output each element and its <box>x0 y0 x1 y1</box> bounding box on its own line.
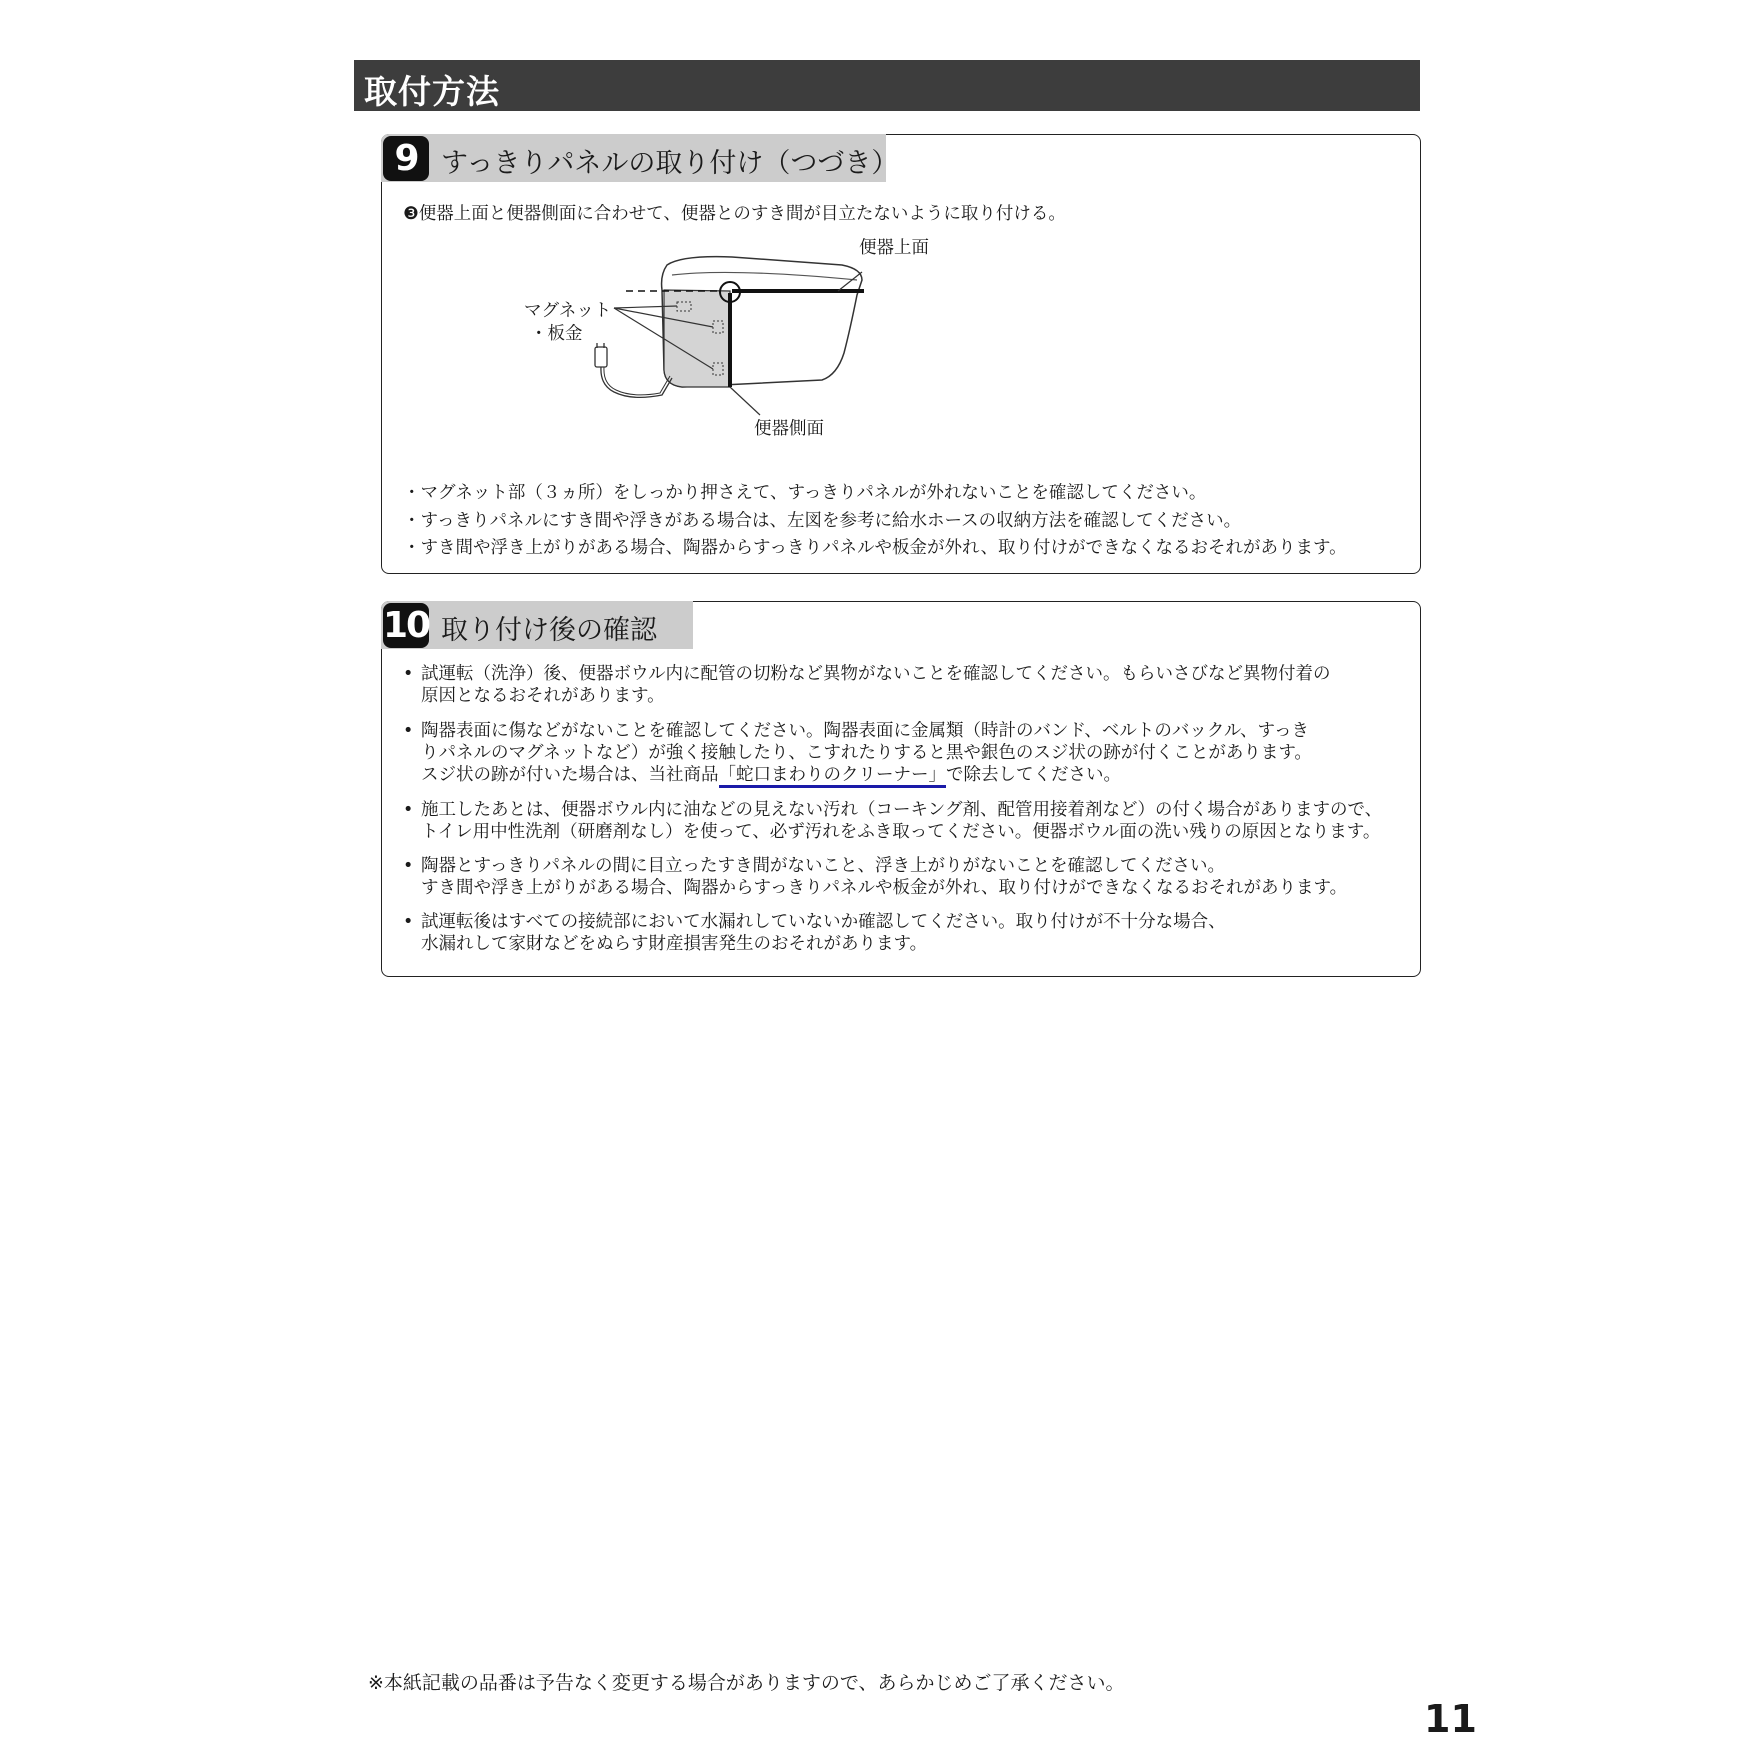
side-panel-shape <box>664 290 730 387</box>
step-10-bullet-3 <box>403 799 1403 843</box>
label-sheet-metal: ・板金 <box>530 324 583 344</box>
page-footnote: ※本紙記載の品番は予告なく変更する場合がありますので、あらかじめご了承ください。 <box>368 1672 1125 1694</box>
side-surface-leader <box>730 387 760 415</box>
step-10-tab <box>381 601 693 649</box>
step-9-title: すっきりパネルの取り付け（つづき） <box>441 148 899 179</box>
bullet-text: スジ状の跡が付いた場合は、当社商品 <box>421 765 719 785</box>
bullet-line: りパネルのマグネットなど）が強く接触したり、こすれたりすると黒や銀色のスジ状の跡が付くことがあります。 <box>421 743 1312 763</box>
bullet-mark: • <box>403 912 414 932</box>
step-10-bullet-1 <box>403 663 1403 707</box>
step-10-bullet-5 <box>403 911 1403 955</box>
page-header-bar <box>354 60 1420 111</box>
bullet-line: 試運転後はすべての接続部において水漏れしていないか確認してください。取り付けが不十分な場合、 <box>421 912 1226 932</box>
bullet-line: 施工したあとは、便器ボウル内に油などの見えない汚れ（コーキング剤、配管用接着剤など）の付く場合がありますので、 <box>421 800 1383 820</box>
bullet-line-with-link <box>403 764 1403 786</box>
step-10-number: 10 <box>383 605 430 646</box>
step-9-bullet-1: ・マグネット部（３ヵ所）をしっかり押さえて、すっきりパネルが外れないことを確認してください。 <box>403 483 1207 503</box>
label-magnet: マグネット <box>524 301 612 321</box>
cleaner-product-link[interactable]: 「蛇口まわりのクリーナー」 <box>719 765 947 788</box>
bullet-line: 原因となるおそれがあります。 <box>421 686 665 706</box>
step-9-bullet-3: ・すき間や浮き上がりがある場合、陶器からすっきりパネルや板金が外れ、取り付けができなくなるおそれがあります。 <box>403 538 1347 558</box>
bullet-line: 陶器表面に傷などがないことを確認してください。陶器表面に金属類（時計のバンド、ベルトのバックル、すっき <box>421 721 1309 741</box>
step-9-bullet-2: ・すっきりパネルにすき間や浮きがある場合は、左図を参考に給水ホースの収納方法を確認してください。 <box>403 511 1242 531</box>
power-cord-inner <box>604 367 670 395</box>
toilet-panel-diagram <box>524 235 1052 465</box>
bullet-line: 試運転（洗浄）後、便器ボウル内に配管の切粉など異物がないことを確認してください。もらいさびなど異物付着の <box>421 664 1331 684</box>
bullet-mark: • <box>403 856 414 876</box>
page-number: 11 <box>1424 1697 1477 1741</box>
label-top-surface: 便器上面 <box>859 238 929 258</box>
bullet-mark: • <box>403 721 414 741</box>
power-cord <box>601 367 672 397</box>
label-side-surface: 便器側面 <box>754 419 824 439</box>
step-10-bullet-2 <box>403 720 1403 786</box>
page-header-title: 取付方法 <box>364 72 500 111</box>
section-step-10 <box>381 601 1421 977</box>
bullet-mark: • <box>403 664 414 684</box>
step-9-number: 9 <box>383 136 429 181</box>
power-plug-icon <box>595 347 607 367</box>
bullet-line: トイレ用中性洗剤（研磨剤なし）を使って、必ず汚れをふき取ってください。便器ボウル面の洗い残りの原因となります。 <box>421 822 1381 842</box>
section-step-9 <box>381 134 1421 574</box>
bullet-text: で除去してください。 <box>946 765 1121 785</box>
step-9-tab <box>381 134 899 182</box>
step-10-title: 取り付け後の確認 <box>441 615 657 646</box>
bullet-line: すき間や浮き上がりがある場合、陶器からすっきりパネルや板金が外れ、取り付けができなくなるおそれがあります。 <box>421 878 1348 898</box>
bullet-line: 陶器とすっきりパネルの間に目立ったすき間がないこと、浮き上がりがないことを確認してください。 <box>421 856 1225 876</box>
step-9-instruction: ❸便器上面と便器側面に合わせて、便器とのすき間が目立たないように取り付ける。 <box>403 204 1066 224</box>
step-10-bullet-4 <box>403 855 1403 899</box>
bullet-line: 水漏れして家財などをぬらす財産損害発生のおそれがあります。 <box>421 934 928 954</box>
bullet-mark: • <box>403 800 414 820</box>
